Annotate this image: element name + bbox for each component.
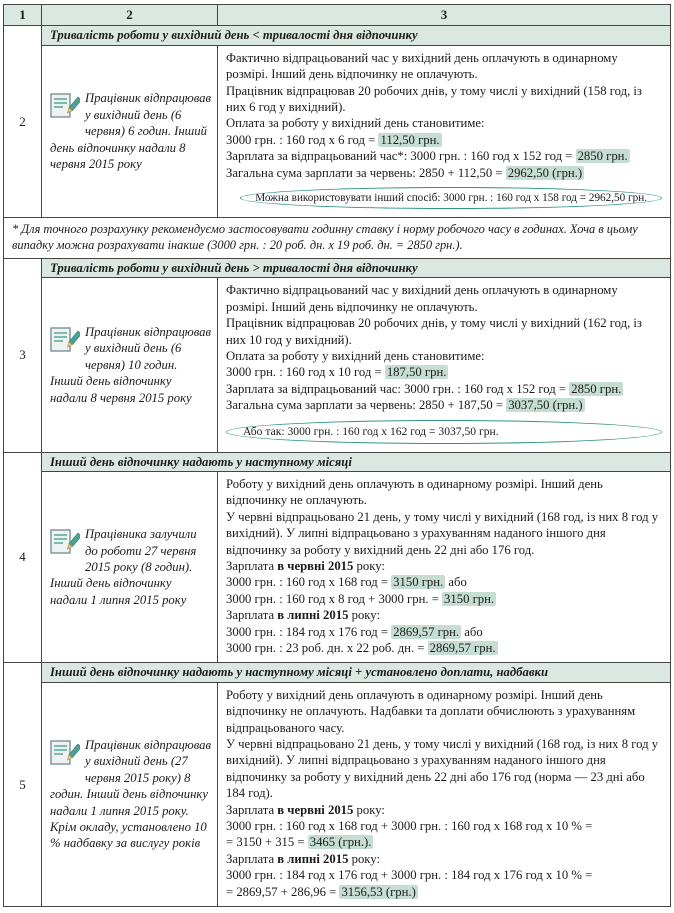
document-pencil-icon (50, 326, 80, 357)
example-row-4 (4, 471, 671, 662)
scenario-cell-3 (42, 278, 218, 452)
alternative-note-ellipse: Можна використовувати інший спосіб: 3000 грн. : 160 год х 158 год = 2962,50 грн. (240, 187, 662, 209)
col-header-2: 2 (42, 5, 218, 26)
details-text: Фактично відпрацьований час у вихідний день оплачують в одинарному розмірі. Інший день відпочинку не оплачують. Працівник відпрацював 20 робочих днів, у тому числі у вихідний (158 год, із них 6 год у вихідний). Оплата за роботу у вихідний день становитиме: 3000 грн. : 160 год х 6 год = 112,50 грн. Зарплата за відпрацьований час*: 3000 грн. : 160 год х 152 год = 2850 грн. Загальна сума зарплати за червень: 2850 + 112,50 = 2962,50 (грн.) (226, 50, 642, 180)
section-row-4 (4, 452, 671, 471)
row-number-3: 3 (4, 258, 42, 452)
scenario-cell-5 (42, 682, 218, 906)
footnote-row (4, 218, 671, 259)
scenario-text: Працівник відпрацював у вихідний день (6 червня) 10 годин. Інший день відпочинку надали 8 червня 2015 року (50, 324, 212, 405)
document-pencil-icon (50, 739, 80, 770)
col-header-3: 3 (218, 5, 671, 26)
details-cell-4 (218, 471, 671, 662)
document-pencil-icon (50, 92, 80, 123)
section-title-4: Інший день відпочинку надають у наступному місяці (42, 452, 671, 471)
column-header-row (4, 5, 671, 26)
payroll-examples-table (3, 4, 671, 907)
example-row-5 (4, 682, 671, 906)
section-row-5 (4, 663, 671, 682)
section-title-3: Тривалість роботи у вихідний день > тривалості дня відпочинку (42, 258, 671, 277)
footnote-text: * Для точного розрахунку рекомендуємо застосовувати годинну ставку і норму робочого часу в годинах. Хоча в цьому випадку можна розрахувати інакше (3000 грн. : 20 роб. дн. х 19 роб. дн. = 2850 грн.). (4, 218, 671, 259)
scenario-cell-2 (42, 45, 218, 217)
row-number-2: 2 (4, 26, 42, 218)
section-title-5: Інший день відпочинку надають у наступному місяці + установлено доплати, надбавки (42, 663, 671, 682)
details-text: Роботу у вихідний день оплачують в одинарному розмірі. Інший день відпочинку не оплачують. Надбавки та доплати обчислюють з урахуванням відпрацьованого часу. У червні відпрацьовано 21 день, у тому числі у вихідний (168 год, із них 8 год у вихідний). У липні відпрацьовано з урахуванням наданого іншого дня відпочинку за роботу у вихідний день 22 дні або 176 год (норма — 23 дні або 184 год). Зарплата в червні 2015 року: 3000 грн. : 160 год х 168 год + 3000 грн. : 160 год х 168 год х 10 % = = 3150 + 315 = 3465 (грн.). Зарплата в липні 2015 року: 3000 грн. : 184 год х 176 год + 3000 грн. : 184 год х 176 год х 10 % = = 2869,57 + 286,96 = 3156,53 (грн.) (226, 687, 659, 899)
scenario-text: Працівник відпрацював у вихідний день (27 червня 2015 року) 8 годин. Інший день відпочинку надали 1 липня 2015 року. Крім окладу, установлено 10 % надбавку за вислугу років (50, 738, 212, 851)
scenario-cell-4 (42, 471, 218, 662)
section-row-3 (4, 258, 671, 277)
section-title-2: Тривалість роботи у вихідний день < тривалості дня відпочинку (42, 26, 671, 45)
scenario-text: Працівника залучили до роботи 27 червня 2015 року (8 годин). Інший день відпочинку надали 1 липня 2015 року (50, 527, 197, 607)
section-row-2 (4, 26, 671, 45)
row-number-5: 5 (4, 663, 42, 907)
details-cell-3 (218, 278, 671, 452)
document-pencil-icon (50, 528, 80, 559)
details-cell-2 (218, 45, 671, 217)
example-row-2 (4, 45, 671, 217)
row-number-4: 4 (4, 452, 42, 663)
col-header-1: 1 (4, 5, 42, 26)
example-row-3 (4, 278, 671, 452)
details-text: Фактично відпрацьований час у вихідний день оплачують в одинарному розмірі. Інший день відпочинку не оплачують. Працівник відпрацював 20 робочих днів, у тому числі у вихідний (162 год, із них 10 год у вихідний). Оплата за роботу у вихідний день становитиме: 3000 грн. : 160 год х 10 год = 187,50 грн. Зарплата за відпрацьований час: 3000 грн. : 160 год х 152 год = 2850 грн. Загальна сума зарплати за червень: 2850 + 187,50 = 3037,50 (грн.) (226, 283, 642, 413)
alternative-note-ellipse: Або так: 3000 грн. : 160 год х 162 год = 3037,50 грн. (226, 420, 662, 444)
details-text: Роботу у вихідний день оплачують в одинарному розмірі. Інший день відпочинку не оплачують. У червні відпрацьовано 21 день, у тому числі у вихідний (168 год, із них 8 год у вихідний). У липні відпрацьовано з урахуванням наданого іншого дня відпочинку за роботу у вихідний день 22 дні або 176 год. Зарплата в червні 2015 року: 3000 грн. : 160 год х 168 год = 3150 грн. або 3000 грн. : 160 год х 8 год + 3000 грн. = 3150 грн. Зарплата в липні 2015 року: 3000 грн. : 184 год х 176 год = 2869,57 грн. або 3000 грн. : 23 роб. дн. х 22 роб. дн. = 2869,57 грн. (226, 476, 659, 655)
scenario-text: Працівник відпрацював у вихідний день (6 червня) 6 годин. Інший день відпочинку надали 8 червня 2015 року (50, 91, 212, 172)
details-cell-5 (218, 682, 671, 906)
